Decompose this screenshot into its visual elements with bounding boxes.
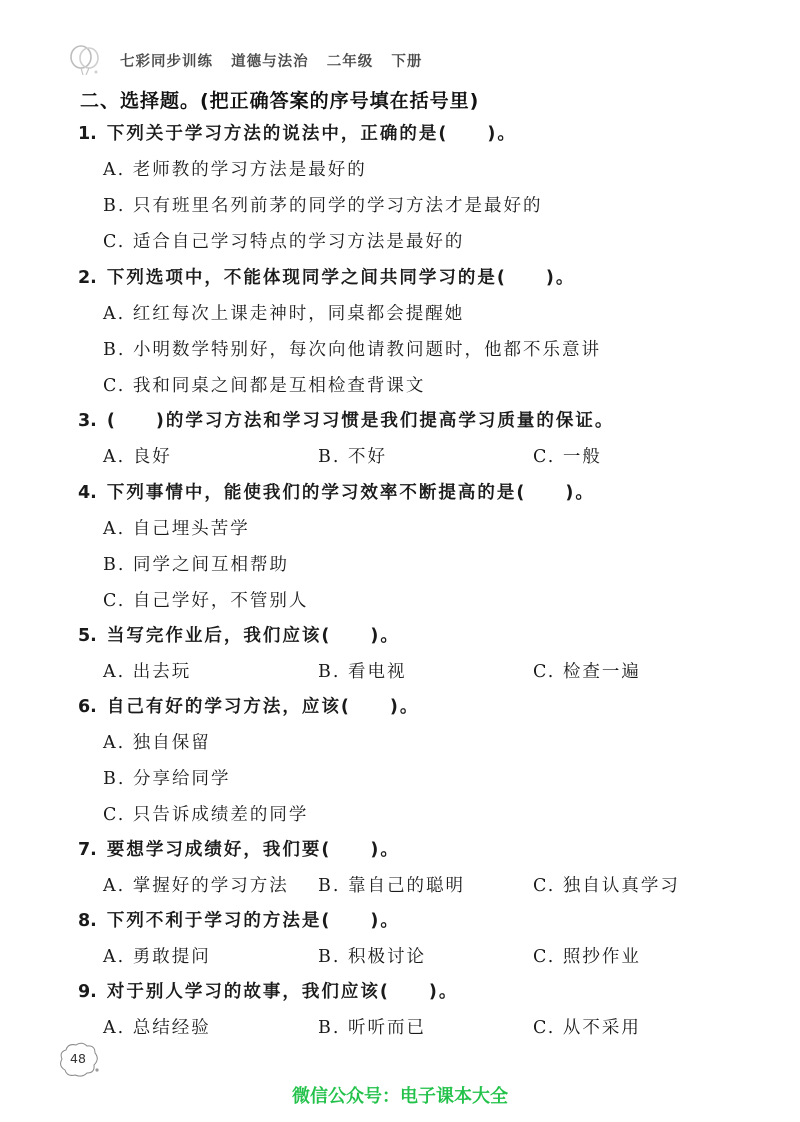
question-number: 5.: [78, 626, 97, 646]
question-number: 4.: [78, 483, 97, 503]
option-b[interactable]: B. 只有班里名列前茅的同学的学习方法才是最好的: [103, 196, 543, 216]
option-c[interactable]: C. 我和同桌之间都是互相检查背课文: [103, 376, 426, 396]
option-b[interactable]: B. 靠自己的聪明: [318, 876, 465, 896]
question-1: [78, 120, 517, 145]
option-a[interactable]: A. 总结经验: [103, 1018, 211, 1038]
question-text: 下列关于学习方法的说法中，正确的是( )。: [106, 124, 517, 144]
page-number: 48: [70, 1051, 86, 1066]
question-text: 要想学习成绩好，我们要( )。: [106, 840, 400, 860]
question-text: 下列选项中，不能体现同学之间共同学习的是( )。: [106, 268, 576, 288]
header-text: 七彩同步训练 道德与法治 二年级 下册: [120, 54, 423, 70]
question-text: 下列事情中，能使我们的学习效率不断提高的是( )。: [106, 483, 595, 503]
question-9: [78, 978, 458, 1003]
option-a[interactable]: A. 独自保留: [103, 733, 211, 753]
option-a[interactable]: A. 良好: [103, 447, 172, 467]
option-b[interactable]: B. 积极讨论: [318, 947, 426, 967]
option-c[interactable]: C. 检查一遍: [533, 662, 641, 682]
question-number: 9.: [78, 982, 97, 1002]
question-5: [78, 622, 400, 647]
option-b[interactable]: B. 同学之间互相帮助: [103, 555, 289, 575]
footer-watermark: 微信公众号：电子课本大全: [292, 1086, 508, 1107]
question-text: ( )的学习方法和学习习惯是我们提高学习质量的保证。: [106, 411, 615, 431]
question-number: 1.: [78, 124, 97, 144]
question-number: 3.: [78, 411, 97, 431]
option-a[interactable]: A. 自己埋头苦学: [103, 519, 250, 539]
question-8: [78, 907, 400, 932]
option-c[interactable]: C. 只告诉成绩差的同学: [103, 805, 309, 825]
question-number: 6.: [78, 697, 97, 717]
question-number: 2.: [78, 268, 97, 288]
option-c[interactable]: C. 一般: [533, 447, 602, 467]
running-header: [68, 44, 488, 80]
option-c[interactable]: C. 自己学好，不管别人: [103, 591, 309, 611]
option-a[interactable]: A. 勇敢提问: [103, 947, 211, 967]
question-6: [78, 693, 419, 718]
question-2: [78, 264, 575, 289]
option-c[interactable]: C. 适合自己学习特点的学习方法是最好的: [103, 232, 465, 252]
option-b[interactable]: B. 分享给同学: [103, 769, 231, 789]
option-a[interactable]: A. 掌握好的学习方法: [103, 876, 289, 896]
question-number: 8.: [78, 911, 97, 931]
question-4: [78, 479, 595, 504]
option-c[interactable]: C. 从不采用: [533, 1018, 641, 1038]
question-text: 下列不利于学习的方法是( )。: [106, 911, 400, 931]
question-number: 7.: [78, 840, 97, 860]
section-title: 二、选择题。(把正确答案的序号填在括号里): [80, 90, 480, 112]
question-text: 自己有好的学习方法，应该( )。: [106, 697, 420, 717]
option-b[interactable]: B. 小明数学特别好，每次向他请教问题时，他都不乐意讲: [103, 340, 601, 360]
option-a[interactable]: A. 红红每次上课走神时，同桌都会提醒她: [103, 304, 465, 324]
option-b[interactable]: B. 听听而已: [318, 1018, 426, 1038]
option-a[interactable]: A. 老师教的学习方法是最好的: [103, 160, 367, 180]
question-text: 当写完作业后，我们应该( )。: [106, 626, 400, 646]
question-text: 对于别人学习的故事，我们应该( )。: [106, 982, 459, 1002]
question-7: [78, 836, 400, 861]
question-3: [78, 407, 614, 432]
option-b[interactable]: B. 不好: [318, 447, 387, 467]
option-c[interactable]: C. 独自认真学习: [533, 876, 680, 896]
option-b[interactable]: B. 看电视: [318, 662, 407, 682]
option-a[interactable]: A. 出去玩: [103, 662, 192, 682]
balloon-logo-icon: [68, 44, 102, 78]
option-c[interactable]: C. 照抄作业: [533, 947, 641, 967]
